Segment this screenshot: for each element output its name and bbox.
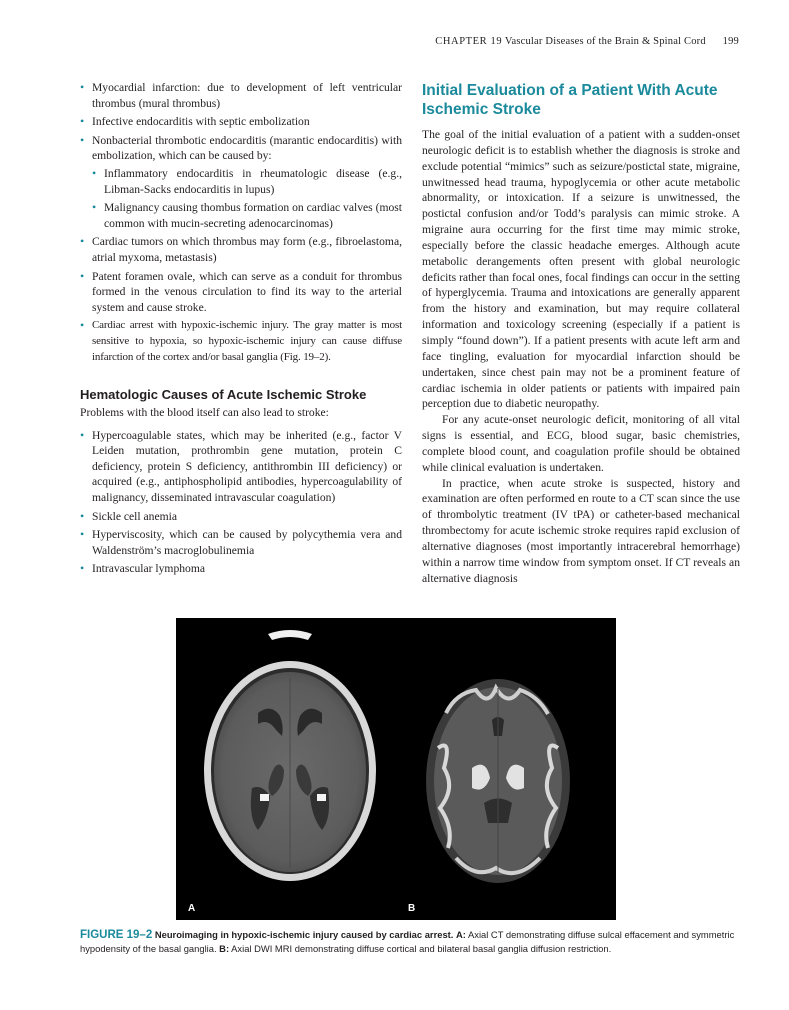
- body-paragraph: In practice, when acute stroke is suspected, history and examination are often performed en route to a CT scan since the use of thrombolytic treatment (IV tPA) or catheter-based mechanical thrombectomy for acute ischemic stroke requires rapid exclusion of alternative diagnoses (most importantly intracerebral hemorrhage) within a narrow time window from symptom onset. If CT reveals an alternative diagnosis: [422, 476, 740, 585]
- figure-caption-title: Neuroimaging in hypoxic-ischemic injury caused by cardiac arrest.: [154, 929, 454, 940]
- running-header: [405, 36, 739, 52]
- list-item: • Infective endocarditis with septic embolization: [80, 114, 402, 130]
- figure-label: FIGURE 19–2: [80, 929, 153, 941]
- chapter-title: Vascular Diseases of the Brain & Spinal Cord: [504, 36, 706, 47]
- caption-label-b: B:: [219, 943, 230, 955]
- list-item: • Cardiac tumors on which thrombus may form (e.g., fibroelastoma, atrial myxoma, metastasis): [80, 234, 402, 265]
- section-heading-hematologic: Hematologic Causes of Acute Ischemic Stroke: [80, 387, 367, 403]
- left-column: [80, 80, 402, 580]
- cardiac-causes-list: [80, 80, 402, 365]
- intro-text: Problems with the blood itself can also lead to stroke:: [80, 406, 329, 420]
- list-item: • Cardiac arrest with hypoxic-ischemic injury. The gray matter is most sensitive to hypoxia, so hypoxic-ischemic injury can cause diffuse infarction of the cortex and/or basal ganglia (Fig. 19–2).: [80, 318, 402, 365]
- list-item: • Hyperviscosity, which can be caused by polycythemia vera and Waldenström’s macroglobulinemia: [80, 527, 402, 558]
- hematologic-causes-list: [80, 428, 402, 577]
- sub-list-item: • Malignancy causing thombus formation on cardiac valves (most common with mucin-secreting adenocarcinomas): [92, 200, 402, 231]
- caption-text-b: Axial DWI MRI demonstrating diffuse cortical and bilateral basal ganglia diffusion restriction.: [231, 943, 612, 955]
- list-item-text: Nonbacterial thrombotic endocarditis (marantic endocarditis) with embolization, which can be caused by:: [92, 133, 402, 163]
- caption-label-a: A:: [456, 929, 466, 940]
- list-item: • Hypercoagulable states, which may be inherited (e.g., factor V Leiden mutation, prothrombin gene mutation, protein C deficiency, protein S deficiency, antithrombin III deficiency) or acquired (e.g., antiphospholipid antibodies, hypercoagulability of malignancy, disseminated intravascular coagulation): [80, 428, 402, 506]
- body-paragraph: The goal of the initial evaluation of a patient with a sudden-onset neurologic deficit is to establish whether the diagnosis is stroke and exclude potential “mimics” such as seizure/postictal state, migraine, unwitnessed head trauma, hypoglycemia or other acute metabolic abnormality, or intoxication. If a seizure is unwitnessed, the postictal confusion and/or Todd’s paralysis can mimic stroke. A migraine aura occurring for the first time may mimic stroke, especially before the classic headache emerges. Although acute metabolic derangements often present with global neurologic deficits rather than focal ones, focal findings can occur in the setting of hyperglycemia. Trauma and intoxications are generally apparent from the history and examination, but may require collateral information and toxicology screening (especially if a patient is simply “found down”). If a patient presents with acute left arm and face tingling, evaluation for myocardial infarction should be undertaken, since chest pain may not be a prominent feature of cardiac ischemia in older patients or patients with impaired pain perception due to diabetic neuropathy.: [422, 128, 740, 411]
- list-item: [80, 133, 402, 232]
- list-item: • Sickle cell anemia: [80, 509, 402, 525]
- list-item: • Myocardial infarction: due to development of left ventricular thrombus (mural thrombus): [80, 80, 402, 111]
- caption-text-a: Axial CT demonstrating diffuse sulcal effacement and symmetric hypodensity of the basal ganglia.: [80, 929, 735, 955]
- body-paragraph: For any acute-onset neurologic deficit, monitoring of all vital signs is essential, and ECG, blood sugar, basic chemistries, complete blood count, and coagulation profile should be obtained while clinical evaluation is undertaken.: [422, 413, 740, 474]
- panel-label-a: A: [188, 903, 196, 914]
- list-item: • Intravascular lymphoma: [80, 561, 402, 577]
- page-number: 199: [722, 36, 739, 47]
- figure-caption: [80, 928, 742, 956]
- right-column: [422, 80, 740, 586]
- ct-scan-image: [176, 618, 396, 920]
- section-heading-initial-evaluation: Initial Evaluation of a Patient With Acute Ischemic Stroke: [422, 82, 718, 118]
- mri-dwi-image: [396, 618, 616, 920]
- list-item: • Patent foramen ovale, which can serve as a conduit for thrombus formed in the venous circulation to find its way to the arterial system and cause stroke.: [80, 269, 402, 316]
- sub-list-item: • Inflammatory endocarditis in rheumatologic disease (e.g., Libman-Sacks endocarditis in lupus): [92, 166, 402, 197]
- sub-list: [92, 166, 402, 231]
- chapter-number: CHAPTER 19: [435, 36, 503, 47]
- figure-neuroimaging: [176, 618, 616, 920]
- panel-label-b: B: [408, 903, 416, 914]
